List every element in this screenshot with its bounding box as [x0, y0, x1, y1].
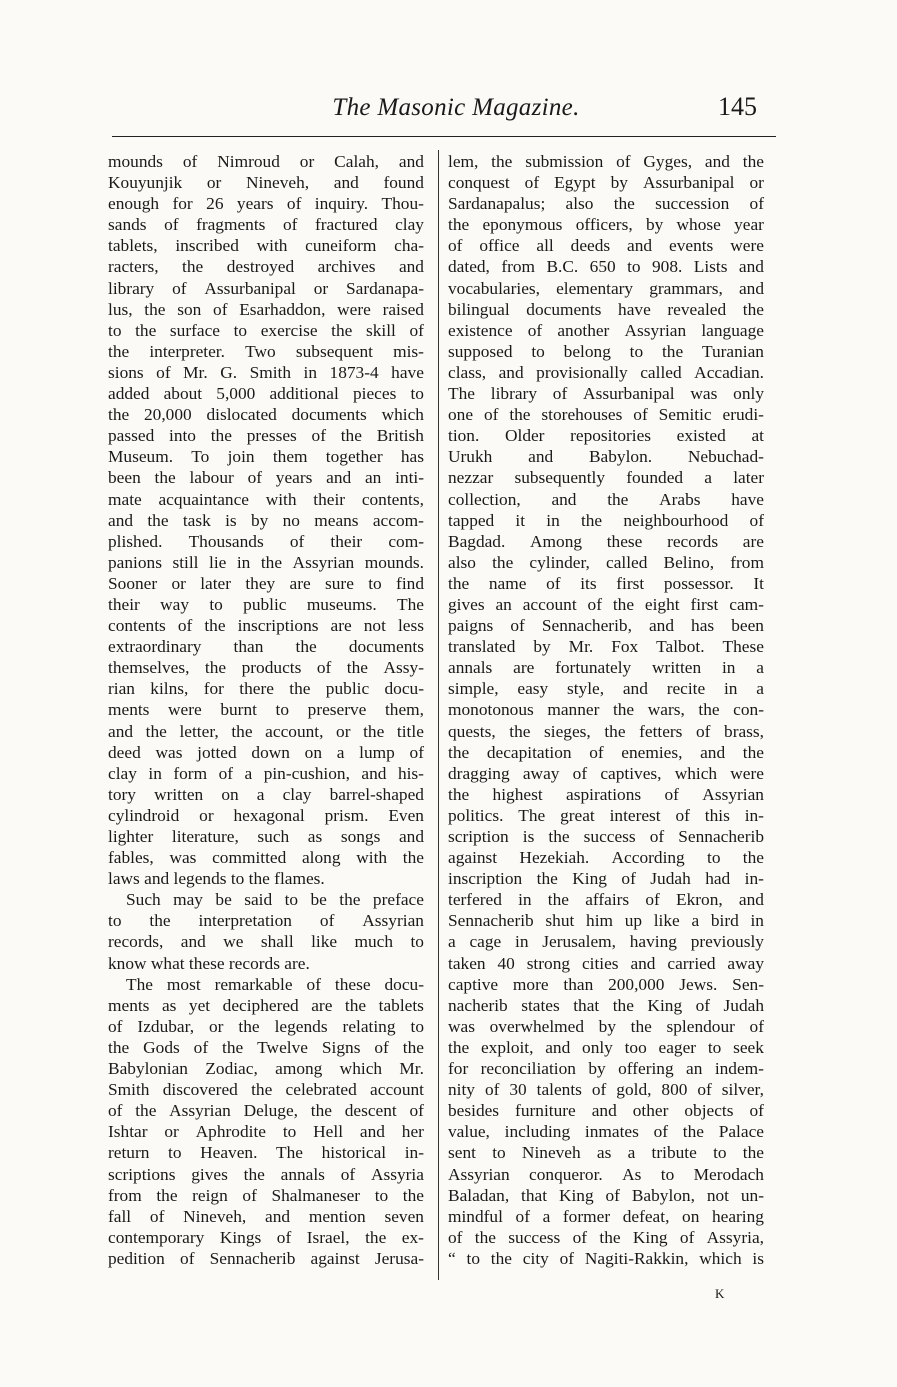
- text-line: Babylonian Zodiac, among which Mr.: [108, 1059, 424, 1079]
- text-line: vocabularies, elementary grammars, and: [448, 278, 764, 298]
- text-line: “ to the city of Nagiti-Rakkin, which is: [448, 1248, 764, 1268]
- text-line: for reconciliation by offering an indem-: [448, 1059, 764, 1079]
- text-line: annals are fortunately written in a: [448, 658, 764, 678]
- text-line: The most remarkable of these docu-: [126, 974, 424, 994]
- text-line: Kouyunjik or Nineveh, and found: [108, 173, 424, 193]
- text-line: paigns of Sennacherib, and has been: [448, 616, 764, 636]
- text-line: supposed to belong to the Turanian: [448, 341, 764, 361]
- text-line: ments as yet deciphered are the tablets: [108, 995, 424, 1015]
- text-line: laws and legends to the flames.: [108, 869, 325, 889]
- text-line: from the reign of Shalmaneser to the: [108, 1185, 424, 1205]
- text-line: the eponymous officers, by whose year: [448, 215, 764, 235]
- text-line: gives an account of the eight first cam-: [448, 594, 764, 614]
- text-line: nezzar subsequently founded a later: [448, 468, 764, 488]
- text-line: a cage in Jerusalem, having previously: [448, 932, 764, 952]
- text-line: Assyrian conqueror. As to Merodach: [448, 1164, 764, 1184]
- text-line: records, and we shall like much to: [108, 932, 424, 952]
- text-line: dated, from B.C. 650 to 908. Lists and: [448, 257, 764, 277]
- text-line: extraordinary than the documents: [108, 637, 424, 657]
- text-line: existence of another Assyrian language: [448, 320, 764, 340]
- text-line: one of the storehouses of Semitic erudi-: [448, 405, 764, 425]
- signature-mark: K: [715, 1286, 726, 1301]
- text-line: library of Assurbanipal or Sardanapa-: [108, 278, 424, 298]
- text-line: Sooner or later they are sure to find: [108, 573, 424, 593]
- text-line: Sennacherib shut him up like a bird in: [448, 911, 764, 931]
- text-line: nacherib states that the King of Judah: [448, 995, 764, 1015]
- text-line: the name of its first possessor. It: [448, 573, 764, 593]
- text-line: terfered in the affairs of Ekron, and: [448, 890, 764, 910]
- page-number: 145: [718, 92, 757, 121]
- text-line: Ishtar or Aphrodite to Hell and her: [108, 1122, 424, 1142]
- text-line: plished. Thousands of their com-: [108, 531, 424, 551]
- text-line: been the labour of years and an inti-: [108, 468, 424, 488]
- column-divider: [438, 150, 439, 1280]
- text-line: lus, the son of Esarhaddon, were raised: [108, 299, 424, 319]
- text-line: Sardanapalus; also the succession of: [448, 194, 764, 214]
- text-line: taken 40 strong cities and carried away: [448, 953, 764, 973]
- text-line: the decapitation of enemies, and the: [448, 742, 764, 762]
- text-line: lem, the submission of Gyges, and the: [448, 152, 764, 171]
- text-line: also the cylinder, called Belino, from: [448, 552, 764, 572]
- text-line: collection, and the Arabs have: [448, 489, 764, 509]
- text-line: class, and provisionally called Accadian.: [448, 362, 764, 382]
- text-line: dragging away of captives, which were: [448, 763, 764, 783]
- text-line: Urukh and Babylon. Nebuchad-: [448, 447, 764, 467]
- text-line: besides furniture and other objects of: [448, 1101, 764, 1121]
- text-line: contents of the inscriptions are not less: [108, 616, 424, 636]
- text-line: fall of Nineveh, and mention seven: [108, 1206, 424, 1226]
- text-line: tablets, inscribed with cuneiform cha-: [108, 236, 424, 256]
- text-line: added about 5,000 additional pieces to: [108, 384, 424, 404]
- text-line: the highest aspirations of Assyrian: [448, 784, 764, 804]
- text-line: enough for 26 years of inquiry. Thou-: [108, 194, 424, 214]
- text-line: bilingual documents have revealed the: [448, 299, 764, 319]
- text-line: was overwhelmed by the splendour of: [448, 1016, 764, 1036]
- text-line: the interpreter. Two subsequent mis-: [108, 341, 424, 361]
- text-line: of the success of the King of Assyria,: [448, 1227, 764, 1247]
- text-line: of the Assyrian Deluge, the descent of: [108, 1101, 424, 1121]
- text-line: rian kilns, for there the public docu-: [108, 679, 424, 699]
- header-rule: [112, 136, 776, 137]
- text-line: the 20,000 dislocated documents which: [108, 405, 424, 425]
- text-line: scriptions gives the annals of Assyria: [108, 1164, 424, 1184]
- text-line: tory written on a clay barrel-shaped: [108, 784, 424, 804]
- text-line: tapped it in the neighbourhood of: [448, 510, 764, 530]
- text-line: Such may be said to be the preface: [126, 890, 424, 910]
- text-line: the Gods of the Twelve Signs of the: [108, 1037, 424, 1057]
- text-line: The library of Assurbanipal was only: [448, 384, 764, 404]
- text-line: return to Heaven. The historical in-: [108, 1143, 424, 1163]
- text-line: of office all deeds and events were: [448, 236, 764, 256]
- text-line: mindful of a former defeat, on hearing: [448, 1206, 764, 1226]
- text-line: cylindroid or hexagonal prism. Even: [108, 805, 424, 825]
- text-line: lighter literature, such as songs and: [108, 827, 424, 846]
- text-line: contemporary Kings of Israel, the ex-: [108, 1227, 424, 1247]
- text-line: of Izdubar, or the legends relating to: [108, 1016, 424, 1036]
- text-line: and the letter, the account, or the title: [108, 721, 424, 741]
- text-line: sent to Nineveh as a tribute to the: [448, 1143, 764, 1163]
- text-line: nity of 30 talents of gold, 800 of silver,: [448, 1080, 764, 1100]
- text-line: fables, was committed along with the: [108, 848, 424, 868]
- text-line: deed was jotted down on a lump of: [108, 742, 424, 762]
- text-line: Museum. To join them together has: [108, 447, 424, 467]
- text-line: Baladan, that King of Babylon, not un-: [448, 1185, 764, 1205]
- text-line: clay in form of a pin-cushion, and his-: [108, 763, 424, 783]
- text-line: racters, the destroyed archives and: [108, 257, 424, 277]
- text-line: value, including inmates of the Palace: [448, 1122, 764, 1142]
- text-line: scription is the success of Sennacherib: [448, 827, 764, 846]
- text-line: sands of fragments of fractured clay: [108, 215, 424, 235]
- text-line: know what these records are.: [108, 953, 310, 973]
- left-column: [108, 151, 424, 1269]
- text-line: panions still lie in the Assyrian mounds.: [108, 552, 424, 572]
- text-line: captive more than 200,000 Jews. Sen-: [448, 974, 764, 994]
- text-line: Smith discovered the celebrated account: [108, 1080, 424, 1100]
- text-line: tion. Older repositories existed at: [448, 426, 764, 446]
- text-line: to the interpretation of Assyrian: [108, 911, 424, 931]
- text-line: and the task is by no means accom-: [108, 510, 424, 530]
- text-line: sions of Mr. G. Smith in 1873-4 have: [108, 362, 424, 382]
- text-line: quests, the sieges, the fetters of brass,: [448, 721, 764, 741]
- text-line: themselves, the products of the Assy-: [108, 658, 424, 678]
- text-line: their way to public museums. The: [108, 594, 424, 614]
- text-line: conquest of Egypt by Assurbanipal or: [448, 173, 764, 193]
- text-line: mounds of Nimroud or Calah, and: [108, 152, 424, 171]
- text-line: against Hezekiah. According to the: [448, 848, 764, 868]
- text-line: the exploit, and only too eager to seek: [448, 1037, 764, 1057]
- text-line: passed into the presses of the British: [108, 426, 424, 446]
- text-line: monotonous manner the wars, the con-: [448, 700, 764, 720]
- text-line: simple, easy style, and recite in a: [448, 679, 764, 699]
- text-line: politics. The great interest of this in-: [448, 805, 764, 825]
- text-line: inscription the King of Judah had in-: [448, 869, 764, 889]
- text-line: Bagdad. Among these records are: [448, 531, 764, 551]
- text-line: translated by Mr. Fox Talbot. These: [448, 637, 764, 657]
- running-title: The Masonic Magazine.: [332, 94, 580, 121]
- text-line: pedition of Sennacherib against Jerusa-: [108, 1248, 424, 1268]
- text-line: to the surface to exercise the skill of: [108, 320, 424, 340]
- right-column: [448, 151, 764, 1269]
- text-line: mate acquaintance with their contents,: [108, 489, 424, 509]
- text-line: ments were burnt to preserve them,: [108, 700, 424, 720]
